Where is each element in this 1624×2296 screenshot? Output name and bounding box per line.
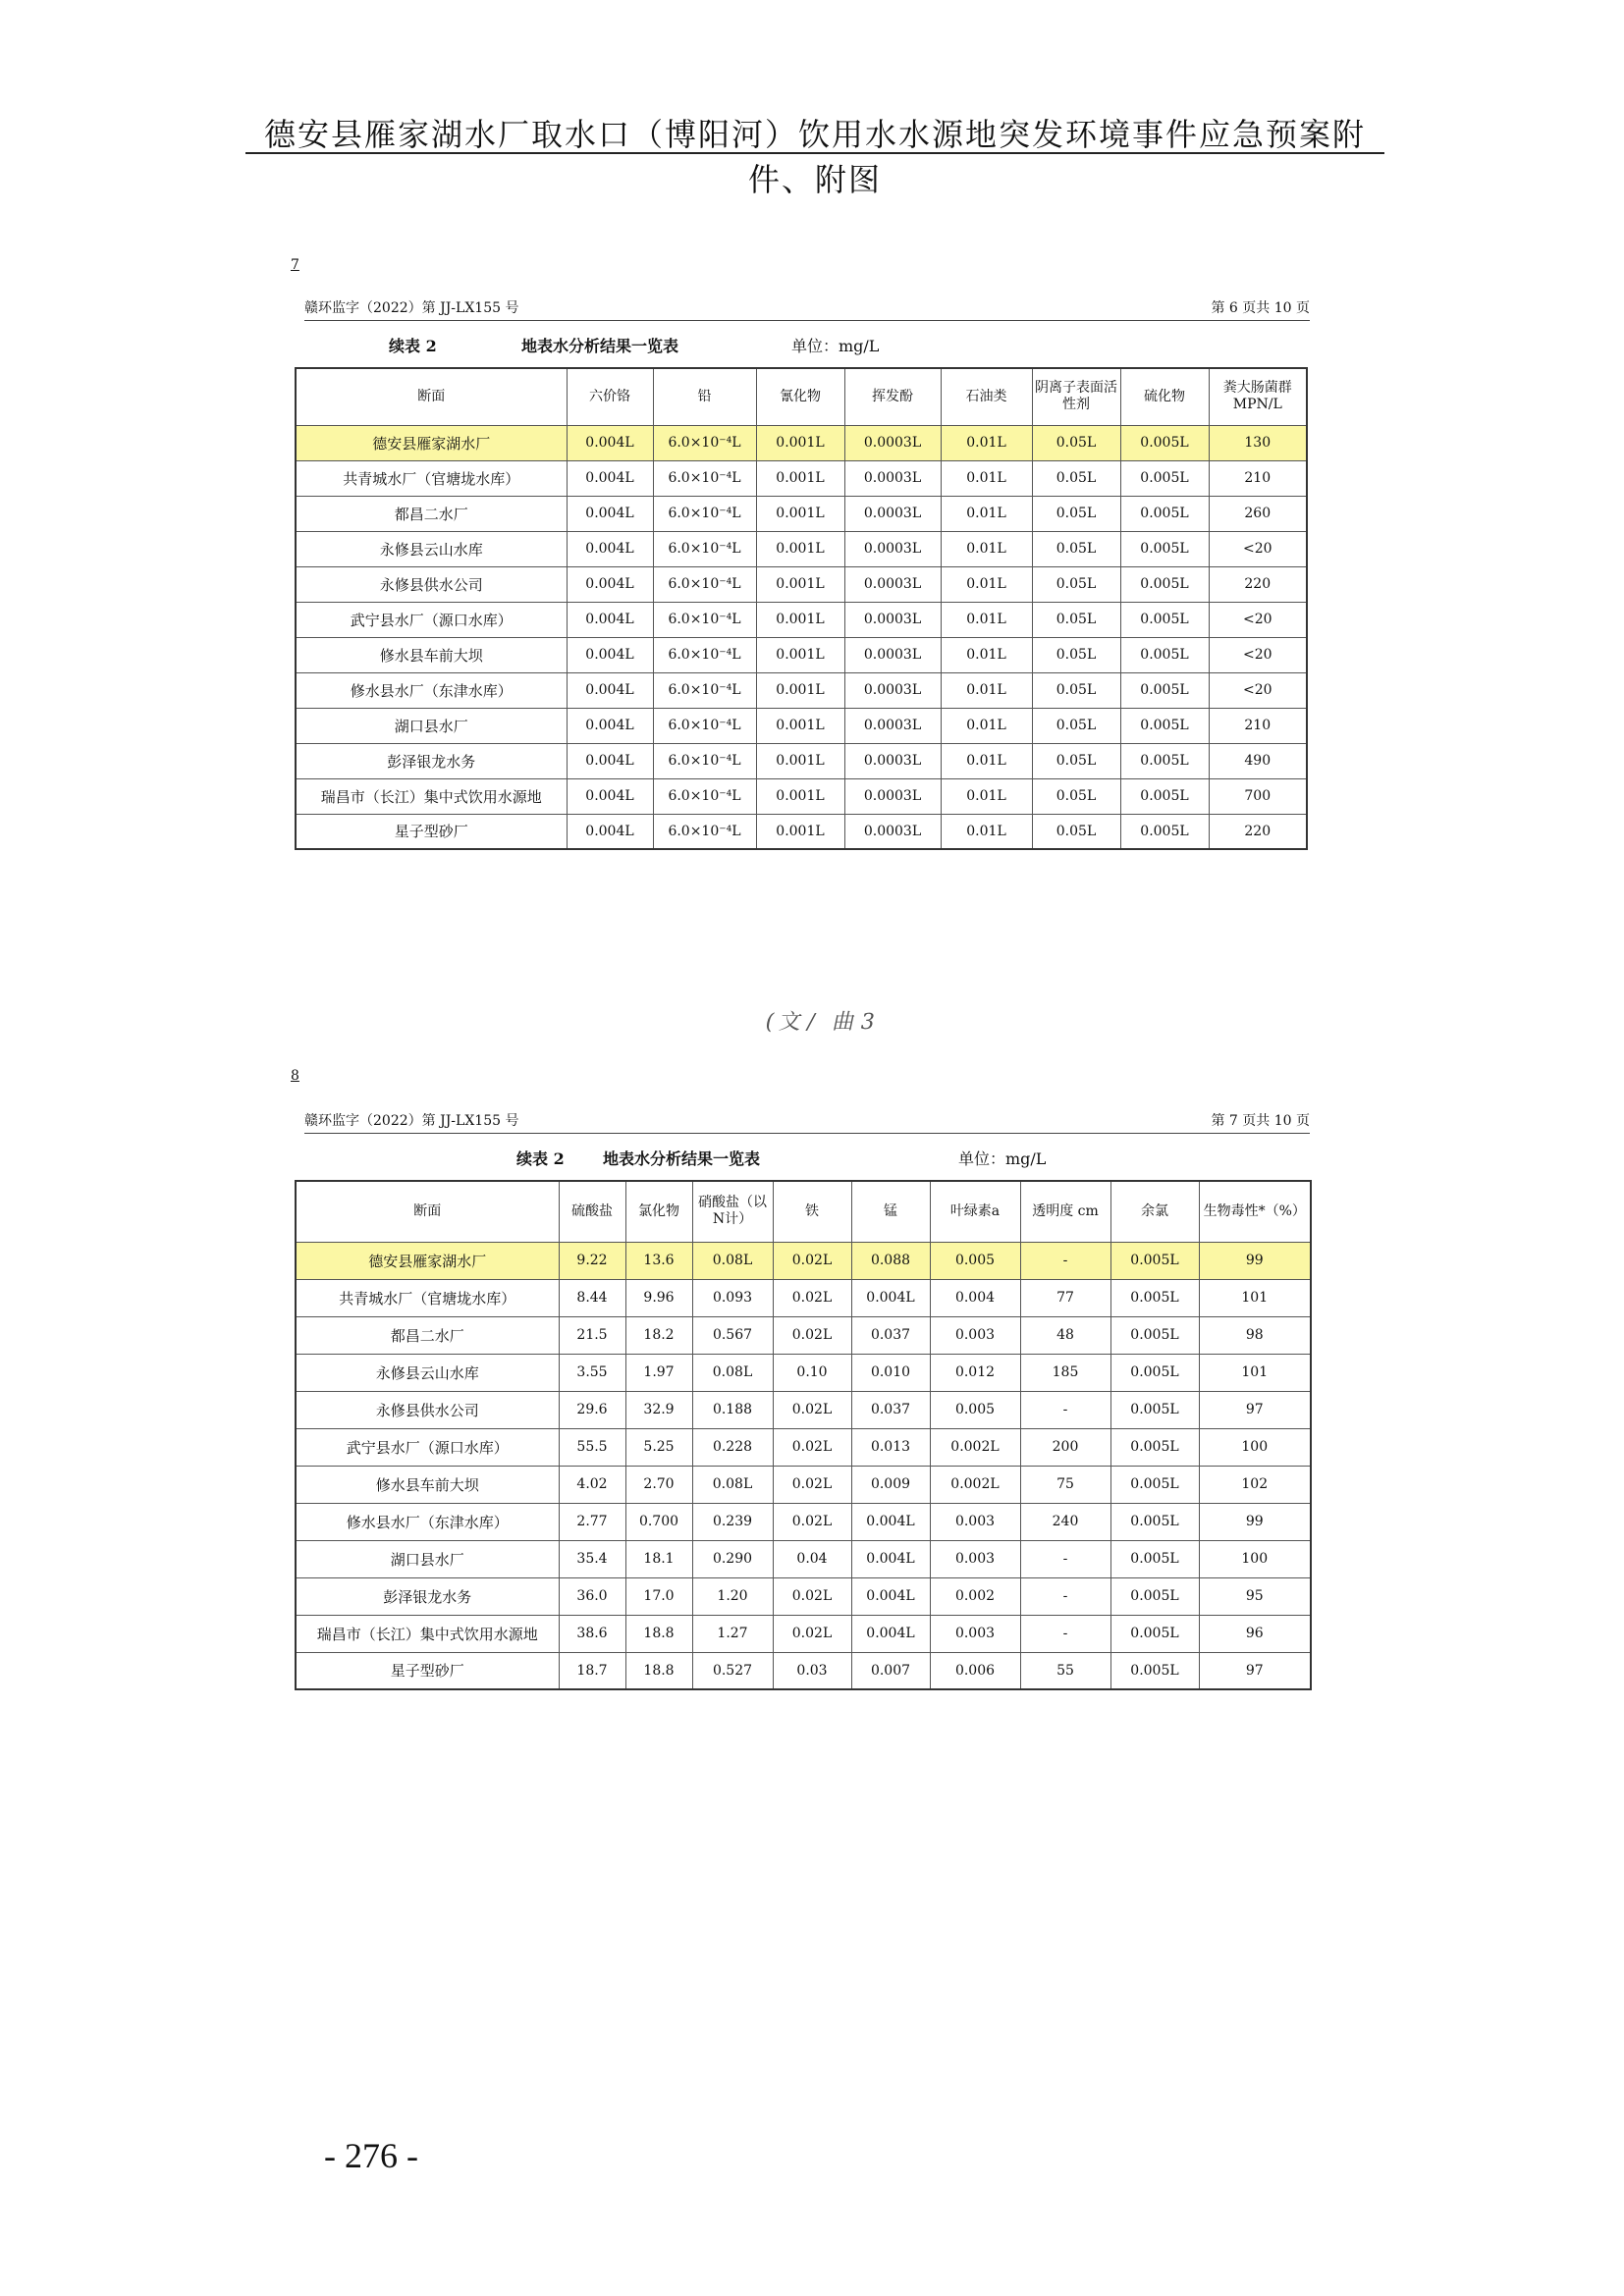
value-cell: 0.005L (1110, 1577, 1199, 1615)
value-cell: 0.005L (1120, 743, 1209, 778)
site-name-cell: 永修县云山水库 (296, 1354, 559, 1391)
value-cell: 0.08L (692, 1466, 773, 1503)
analysis-table-1 (295, 367, 1308, 850)
site-name-cell: 都昌二水厂 (296, 1316, 559, 1354)
value-cell: 9.22 (559, 1242, 625, 1279)
value-cell: 95 (1199, 1577, 1311, 1615)
value-cell: 220 (1209, 814, 1307, 849)
value-cell: 6.0×10⁻⁴L (653, 814, 756, 849)
table-row (296, 637, 1307, 672)
column-header: 余氯 (1110, 1181, 1199, 1242)
value-cell: 0.037 (851, 1391, 930, 1428)
value-cell: 0.093 (692, 1279, 773, 1316)
value-cell: - (1020, 1577, 1110, 1615)
value-cell: 0.005L (1110, 1503, 1199, 1540)
value-cell: 6.0×10⁻⁴L (653, 566, 756, 602)
value-cell: 0.004L (567, 566, 653, 602)
value-cell: 0.228 (692, 1428, 773, 1466)
value-cell: 0.02L (773, 1279, 851, 1316)
value-cell: 0.007 (851, 1652, 930, 1689)
table-body (296, 1242, 1311, 1689)
value-cell: 38.6 (559, 1615, 625, 1652)
value-cell: 0.001L (756, 602, 844, 637)
value-cell: 0.005L (1110, 1316, 1199, 1354)
table-row (296, 1540, 1311, 1577)
column-header: 硫化物 (1120, 368, 1209, 425)
value-cell: 130 (1209, 425, 1307, 460)
site-name-cell: 共青城水厂（官塘垅水库） (296, 460, 567, 496)
value-cell: 0.004L (851, 1503, 930, 1540)
value-cell: 0.005L (1120, 496, 1209, 531)
value-cell: 0.001L (756, 672, 844, 708)
column-header: 叶绿素a (930, 1181, 1020, 1242)
value-cell: 0.05L (1032, 496, 1120, 531)
value-cell: 0.01L (941, 531, 1032, 566)
analysis-table-2 (295, 1180, 1312, 1690)
value-cell: 6.0×10⁻⁴L (653, 531, 756, 566)
value-cell: 6.0×10⁻⁴L (653, 602, 756, 637)
value-cell: 5.25 (625, 1428, 692, 1466)
value-cell: 0.005 (930, 1242, 1020, 1279)
value-cell: 0.013 (851, 1428, 930, 1466)
table-row (296, 1242, 1311, 1279)
value-cell: 0.02L (773, 1503, 851, 1540)
value-cell: 18.2 (625, 1316, 692, 1354)
value-cell: <20 (1209, 637, 1307, 672)
report-number-line (304, 1111, 1310, 1134)
site-name-cell: 湖口县水厂 (296, 1540, 559, 1577)
site-name-cell: 湖口县水厂 (296, 708, 567, 743)
value-cell: 102 (1199, 1466, 1311, 1503)
value-cell: 6.0×10⁻⁴L (653, 496, 756, 531)
page-number: - 276 - (324, 2136, 418, 2175)
value-cell: 100 (1199, 1428, 1311, 1466)
value-cell: 0.01L (941, 672, 1032, 708)
value-cell: 0.0003L (844, 814, 941, 849)
site-name-cell: 瑞昌市（长江）集中式饮用水源地 (296, 1615, 559, 1652)
value-cell: 0.004L (567, 672, 653, 708)
value-cell: 0.04 (773, 1540, 851, 1577)
value-cell: 0.004L (851, 1615, 930, 1652)
value-cell: 0.009 (851, 1466, 930, 1503)
value-cell: 0.001L (756, 637, 844, 672)
value-cell: 0.01L (941, 708, 1032, 743)
column-header: 锰 (851, 1181, 930, 1242)
value-cell: 0.02L (773, 1242, 851, 1279)
value-cell: 0.005L (1110, 1615, 1199, 1652)
value-cell: 0.01L (941, 566, 1032, 602)
site-name-cell: 修水县水厂（东津水库） (296, 1503, 559, 1540)
value-cell: 4.02 (559, 1466, 625, 1503)
value-cell: 0.05L (1032, 425, 1120, 460)
value-cell: 97 (1199, 1652, 1311, 1689)
value-cell: 55.5 (559, 1428, 625, 1466)
value-cell: 36.0 (559, 1577, 625, 1615)
value-cell: 0.005L (1120, 637, 1209, 672)
value-cell: 0.003 (930, 1503, 1020, 1540)
value-cell: 0.0003L (844, 531, 941, 566)
value-cell: 0.0003L (844, 672, 941, 708)
value-cell: 260 (1209, 496, 1307, 531)
site-name-cell: 都昌二水厂 (296, 496, 567, 531)
table-row (296, 1391, 1311, 1428)
value-cell: 0.01L (941, 460, 1032, 496)
table-row (296, 1577, 1311, 1615)
value-cell: 0.02L (773, 1615, 851, 1652)
table-body (296, 425, 1307, 849)
value-cell: 0.005L (1120, 531, 1209, 566)
value-cell: 0.004L (567, 778, 653, 814)
value-cell: 0.037 (851, 1316, 930, 1354)
value-cell: 0.05L (1032, 531, 1120, 566)
column-header: 阴离子表面活性剂 (1032, 368, 1120, 425)
table-row (296, 1615, 1311, 1652)
value-cell: 77 (1020, 1279, 1110, 1316)
value-cell: 0.01L (941, 425, 1032, 460)
value-cell: 3.55 (559, 1354, 625, 1391)
value-cell: 6.0×10⁻⁴L (653, 637, 756, 672)
value-cell: 0.001L (756, 496, 844, 531)
column-header: 挥发酚 (844, 368, 941, 425)
value-cell: 0.001L (756, 778, 844, 814)
value-cell: 6.0×10⁻⁴L (653, 460, 756, 496)
value-cell: 0.08L (692, 1354, 773, 1391)
site-name-cell: 永修县供水公司 (296, 566, 567, 602)
table-row (296, 425, 1307, 460)
value-cell: 0.003 (930, 1316, 1020, 1354)
report-scan-page-6 (291, 257, 1310, 866)
value-cell: 490 (1209, 743, 1307, 778)
header-rule (245, 152, 1384, 154)
value-cell: <20 (1209, 531, 1307, 566)
value-cell: - (1020, 1540, 1110, 1577)
value-cell: 6.0×10⁻⁴L (653, 425, 756, 460)
value-cell: 1.20 (692, 1577, 773, 1615)
site-name-cell: 星子型砂厂 (296, 1652, 559, 1689)
table-row (296, 743, 1307, 778)
value-cell: 0.006 (930, 1652, 1020, 1689)
site-name-cell: 修水县水厂（东津水库） (296, 672, 567, 708)
site-name-cell: 修水县车前大坝 (296, 637, 567, 672)
value-cell: <20 (1209, 672, 1307, 708)
table-row (296, 672, 1307, 708)
site-name-cell: 武宁县水厂（源口水库） (296, 1428, 559, 1466)
value-cell: 17.0 (625, 1577, 692, 1615)
document-header: 德安县雁家湖水厂取水口（博阳河）饮用水水源地突发环境事件应急预案附件、附图 (263, 116, 1366, 198)
value-cell: 0.05L (1032, 566, 1120, 602)
value-cell: 0.004L (567, 496, 653, 531)
table-row (296, 460, 1307, 496)
value-cell: 101 (1199, 1279, 1311, 1316)
value-cell: 700 (1209, 778, 1307, 814)
value-cell: 0.005L (1110, 1391, 1199, 1428)
value-cell: 0.239 (692, 1503, 773, 1540)
site-name-cell: 彭泽银龙水务 (296, 743, 567, 778)
value-cell: 0.03 (773, 1652, 851, 1689)
value-cell: 0.010 (851, 1354, 930, 1391)
column-header: 石油类 (941, 368, 1032, 425)
caption-unit: 单位：mg/L (958, 1149, 1047, 1168)
value-cell: <20 (1209, 602, 1307, 637)
value-cell: 210 (1209, 460, 1307, 496)
page-info: 第 7 页共 10 页 (1211, 1113, 1310, 1129)
value-cell: 185 (1020, 1354, 1110, 1391)
value-cell: 0.005L (1120, 778, 1209, 814)
header-row (296, 368, 1307, 425)
value-cell: 8.44 (559, 1279, 625, 1316)
value-cell: 0.004 (930, 1279, 1020, 1316)
value-cell: 101 (1199, 1354, 1311, 1391)
value-cell: 48 (1020, 1316, 1110, 1354)
value-cell: 0.01L (941, 602, 1032, 637)
value-cell: 0.0003L (844, 708, 941, 743)
column-header: 断面 (296, 368, 567, 425)
value-cell: 0.0003L (844, 778, 941, 814)
table-row (296, 1279, 1311, 1316)
value-cell: 0.188 (692, 1391, 773, 1428)
value-cell: 2.70 (625, 1466, 692, 1503)
value-cell: 35.4 (559, 1540, 625, 1577)
value-cell: 0.002 (930, 1577, 1020, 1615)
column-header: 粪大肠菌群 MPN/L (1209, 368, 1307, 425)
report-number-line (304, 298, 1310, 321)
value-cell: 200 (1020, 1428, 1110, 1466)
report-number: 赣环监字（2022）第 JJ-LX155 号 (304, 1113, 519, 1129)
value-cell: 6.0×10⁻⁴L (653, 778, 756, 814)
value-cell: 0.10 (773, 1354, 851, 1391)
value-cell: 0.004L (851, 1279, 930, 1316)
column-header: 断面 (296, 1181, 559, 1242)
value-cell: 99 (1199, 1242, 1311, 1279)
site-name-cell: 德安县雁家湖水厂 (296, 1242, 559, 1279)
table-row (296, 566, 1307, 602)
page-info: 第 6 页共 10 页 (1211, 300, 1310, 316)
table-row (296, 778, 1307, 814)
value-cell: 0.004L (567, 743, 653, 778)
site-name-cell: 修水县车前大坝 (296, 1466, 559, 1503)
value-cell: 2.77 (559, 1503, 625, 1540)
value-cell: 6.0×10⁻⁴L (653, 743, 756, 778)
site-name-cell: 永修县供水公司 (296, 1391, 559, 1428)
value-cell: 0.005L (1110, 1279, 1199, 1316)
value-cell: 13.6 (625, 1242, 692, 1279)
value-cell: 0.005L (1110, 1540, 1199, 1577)
table-row (296, 531, 1307, 566)
value-cell: 0.004L (567, 708, 653, 743)
value-cell: 0.0003L (844, 637, 941, 672)
value-cell: 240 (1020, 1503, 1110, 1540)
site-name-cell: 共青城水厂（官塘垅水库） (296, 1279, 559, 1316)
table-row (296, 1503, 1311, 1540)
column-header: 透明度 cm (1020, 1181, 1110, 1242)
value-cell: 0.002L (930, 1466, 1020, 1503)
value-cell: 0.005L (1120, 566, 1209, 602)
value-cell: 0.012 (930, 1354, 1020, 1391)
value-cell: 0.005L (1120, 672, 1209, 708)
value-cell: 0.01L (941, 778, 1032, 814)
table-row (296, 602, 1307, 637)
value-cell: 96 (1199, 1615, 1311, 1652)
value-cell: - (1020, 1391, 1110, 1428)
value-cell: 220 (1209, 566, 1307, 602)
site-name-cell: 星子型砂厂 (296, 814, 567, 849)
value-cell: 0.02L (773, 1391, 851, 1428)
caption-number: 续表 2 (516, 1149, 565, 1168)
site-name-cell: 德安县雁家湖水厂 (296, 425, 567, 460)
value-cell: 0.08L (692, 1242, 773, 1279)
value-cell: 0.02L (773, 1466, 851, 1503)
value-cell: 0.001L (756, 708, 844, 743)
value-cell: 0.0003L (844, 460, 941, 496)
site-name-cell: 武宁县水厂（源口水库） (296, 602, 567, 637)
value-cell: 0.004L (567, 531, 653, 566)
value-cell: 0.004L (567, 460, 653, 496)
value-cell: 0.02L (773, 1316, 851, 1354)
value-cell: 0.001L (756, 531, 844, 566)
table-row (296, 1316, 1311, 1354)
column-header: 六价铬 (567, 368, 653, 425)
value-cell: 0.01L (941, 637, 1032, 672)
table-row (296, 1466, 1311, 1503)
column-header: 铁 (773, 1181, 851, 1242)
value-cell: 0.004L (567, 425, 653, 460)
value-cell: 21.5 (559, 1316, 625, 1354)
column-header: 铅 (653, 368, 756, 425)
value-cell: 0.003 (930, 1540, 1020, 1577)
value-cell: 0.05L (1032, 743, 1120, 778)
header-row (296, 1181, 1311, 1242)
table-row (296, 814, 1307, 849)
value-cell: 0.001L (756, 814, 844, 849)
value-cell: 0.05L (1032, 708, 1120, 743)
value-cell: 98 (1199, 1316, 1311, 1354)
value-cell: 0.088 (851, 1242, 930, 1279)
value-cell: 0.0003L (844, 566, 941, 602)
site-name-cell: 瑞昌市（长江）集中式饮用水源地 (296, 778, 567, 814)
value-cell: 0.567 (692, 1316, 773, 1354)
value-cell: 18.1 (625, 1540, 692, 1577)
value-cell: - (1020, 1615, 1110, 1652)
value-cell: 29.6 (559, 1391, 625, 1428)
value-cell: 0.01L (941, 814, 1032, 849)
value-cell: 75 (1020, 1466, 1110, 1503)
value-cell: 32.9 (625, 1391, 692, 1428)
value-cell: 0.01L (941, 496, 1032, 531)
value-cell: 0.0003L (844, 743, 941, 778)
value-cell: 0.005L (1120, 708, 1209, 743)
caption-title: 地表水分析结果一览表 (521, 337, 679, 355)
value-cell: 0.005 (930, 1391, 1020, 1428)
column-header: 生物毒性*（%） (1199, 1181, 1311, 1242)
value-cell: 0.004L (567, 814, 653, 849)
value-cell: 0.005L (1110, 1354, 1199, 1391)
value-cell: 0.700 (625, 1503, 692, 1540)
value-cell: 0.001L (756, 425, 844, 460)
table-row (296, 1428, 1311, 1466)
column-header: 硝酸盐（以N计） (692, 1181, 773, 1242)
value-cell: - (1020, 1242, 1110, 1279)
table-row (296, 496, 1307, 531)
value-cell: 0.005L (1120, 814, 1209, 849)
caption-number: 续表 2 (389, 337, 437, 355)
report-number: 赣环监字（2022）第 JJ-LX155 号 (304, 300, 519, 316)
value-cell: 0.290 (692, 1540, 773, 1577)
value-cell: 0.005L (1110, 1242, 1199, 1279)
value-cell: 0.003 (930, 1615, 1020, 1652)
column-header: 硫酸盐 (559, 1181, 625, 1242)
stamp-mark: (文/ 曲3 (762, 1010, 884, 1035)
value-cell: 0.002L (930, 1428, 1020, 1466)
value-cell: 0.02L (773, 1577, 851, 1615)
column-header: 氰化物 (756, 368, 844, 425)
value-cell: 0.05L (1032, 778, 1120, 814)
scan-index: 7 (291, 257, 299, 273)
caption-title: 地表水分析结果一览表 (603, 1149, 761, 1168)
value-cell: 0.005L (1120, 460, 1209, 496)
value-cell: 0.001L (756, 566, 844, 602)
value-cell: 18.8 (625, 1652, 692, 1689)
value-cell: 0.005L (1110, 1428, 1199, 1466)
caption-unit: 单位：mg/L (791, 337, 880, 355)
value-cell: 0.004L (567, 637, 653, 672)
table-row (296, 1652, 1311, 1689)
value-cell: 0.05L (1032, 602, 1120, 637)
value-cell: 0.05L (1032, 814, 1120, 849)
value-cell: 55 (1020, 1652, 1110, 1689)
value-cell: 0.004L (567, 602, 653, 637)
value-cell: 0.005L (1110, 1466, 1199, 1503)
value-cell: 0.01L (941, 743, 1032, 778)
value-cell: 6.0×10⁻⁴L (653, 708, 756, 743)
value-cell: 0.0003L (844, 425, 941, 460)
value-cell: 0.05L (1032, 672, 1120, 708)
value-cell: 0.001L (756, 743, 844, 778)
value-cell: 1.27 (692, 1615, 773, 1652)
site-name-cell: 彭泽银龙水务 (296, 1577, 559, 1615)
value-cell: 100 (1199, 1540, 1311, 1577)
value-cell: 1.97 (625, 1354, 692, 1391)
value-cell: 9.96 (625, 1279, 692, 1316)
value-cell: 210 (1209, 708, 1307, 743)
site-name-cell: 永修县云山水库 (296, 531, 567, 566)
value-cell: 18.7 (559, 1652, 625, 1689)
value-cell: 0.527 (692, 1652, 773, 1689)
value-cell: 0.001L (756, 460, 844, 496)
column-header: 氯化物 (625, 1181, 692, 1242)
value-cell: 0.0003L (844, 602, 941, 637)
report-scan-page-7 (291, 1068, 1310, 1696)
scan-index: 8 (291, 1068, 299, 1084)
value-cell: 0.005L (1120, 602, 1209, 637)
value-cell: 99 (1199, 1503, 1311, 1540)
value-cell: 0.005L (1110, 1652, 1199, 1689)
value-cell: 97 (1199, 1391, 1311, 1428)
table-row (296, 708, 1307, 743)
table-row (296, 1354, 1311, 1391)
value-cell: 0.05L (1032, 637, 1120, 672)
value-cell: 0.004L (851, 1577, 930, 1615)
value-cell: 0.05L (1032, 460, 1120, 496)
value-cell: 0.0003L (844, 496, 941, 531)
value-cell: 6.0×10⁻⁴L (653, 672, 756, 708)
value-cell: 0.004L (851, 1540, 930, 1577)
value-cell: 18.8 (625, 1615, 692, 1652)
value-cell: 0.02L (773, 1428, 851, 1466)
value-cell: 0.005L (1120, 425, 1209, 460)
